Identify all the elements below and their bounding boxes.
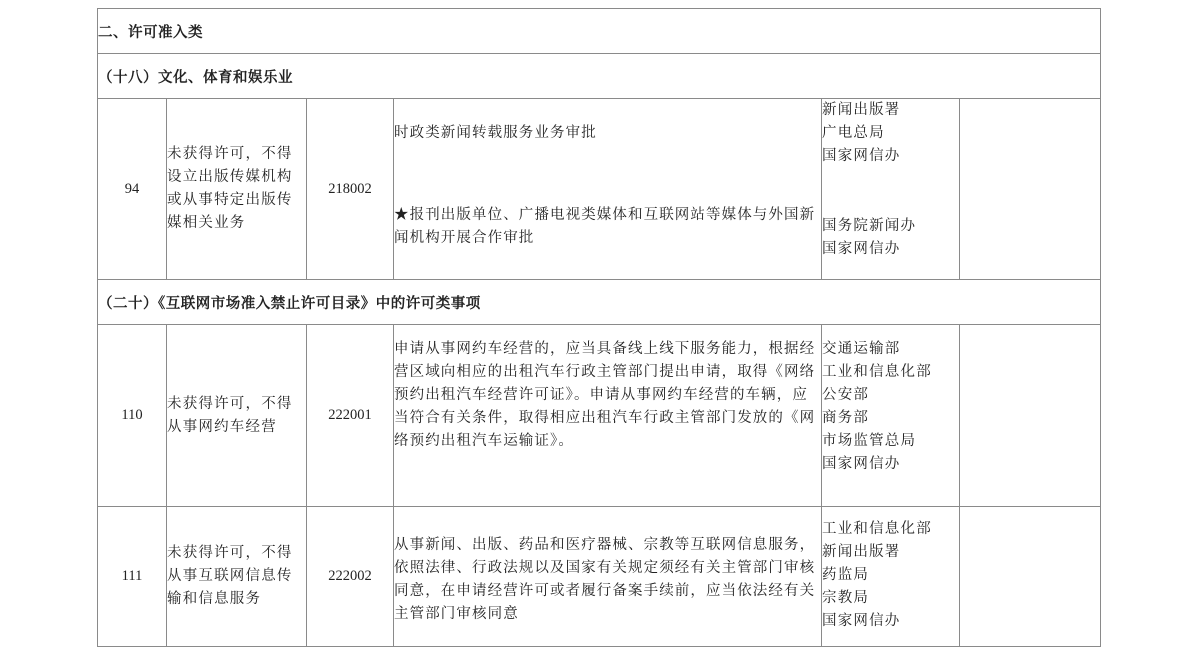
row-notes <box>960 507 1101 647</box>
row-number: 111 <box>98 507 167 647</box>
row-code: 222001 <box>307 325 394 507</box>
department: 交通运输部 <box>822 341 901 357</box>
approval-item: ★报刊出版单位、广播电视类媒体和互联网站等媒体与外国新闻机构开展合作审批 <box>394 207 816 246</box>
row-code: 222002 <box>307 507 394 647</box>
approval-item: 时政类新闻转载服务业务审批 <box>394 125 597 141</box>
row-notes <box>960 99 1101 280</box>
section-title-sub20: （二十）《互联网市场准入禁止许可目录》中的许可类事项 <box>98 280 1101 325</box>
row-description: 未获得许可，不得从事网约车经营 <box>167 325 307 507</box>
permit-table <box>97 8 1101 647</box>
department: 广电总局 <box>822 125 885 141</box>
section-row-sub18 <box>98 54 1101 99</box>
row-number: 110 <box>98 325 167 507</box>
department: 国家网信办 <box>822 241 901 257</box>
row-content: 从事新闻、出版、药品和医疗器械、宗教等互联网信息服务，依照法律、行政法规以及国家有关规定须经有关主管部门审核同意，在申请经营许可或者履行备案手续前，应当依法经有关主管部门审核同意 <box>394 507 822 647</box>
department: 国家网信办 <box>822 456 901 472</box>
section-row-sub20 <box>98 280 1101 325</box>
department: 宗教局 <box>822 590 870 606</box>
section-row-category <box>98 9 1101 54</box>
department: 国家网信办 <box>822 148 901 164</box>
row-content: 申请从事网约车经营的，应当具备线上线下服务能力，根据经营区域向相应的出租汽车行政主管部门提出申请，取得《网络预约出租汽车经营许可证》。申请从事网约车经营的车辆，应当符合有关条件，取得相应出租汽车行政主管部门发放的《网络预约出租汽车运输证》。 <box>394 325 822 507</box>
row-description: 未获得许可，不得设立出版传媒机构或从事特定出版传媒相关业务 <box>167 99 307 280</box>
row-description: 未获得许可，不得从事互联网信息传输和信息服务 <box>167 507 307 647</box>
department: 商务部 <box>822 410 870 426</box>
table-row-94 <box>98 99 1101 280</box>
table-row-111 <box>98 507 1101 647</box>
row-content <box>394 99 822 280</box>
department: 工业和信息化部 <box>822 521 932 537</box>
department: 市场监管总局 <box>822 433 917 449</box>
section-title-category: 二、许可准入类 <box>98 9 1101 54</box>
row-number: 94 <box>98 99 167 280</box>
row-notes <box>960 325 1101 507</box>
row-departments <box>822 507 960 647</box>
department: 药监局 <box>822 567 870 583</box>
row-departments <box>822 325 960 507</box>
department: 新闻出版署 <box>822 102 901 118</box>
section-title-sub18: （十八）文化、体育和娱乐业 <box>98 54 1101 99</box>
department: 国家网信办 <box>822 613 901 629</box>
department: 新闻出版署 <box>822 544 901 560</box>
department: 国务院新闻办 <box>822 218 917 234</box>
department: 工业和信息化部 <box>822 364 932 380</box>
department: 公安部 <box>822 387 870 403</box>
row-departments <box>822 99 960 280</box>
table-row-110 <box>98 325 1101 507</box>
row-code: 218002 <box>307 99 394 280</box>
